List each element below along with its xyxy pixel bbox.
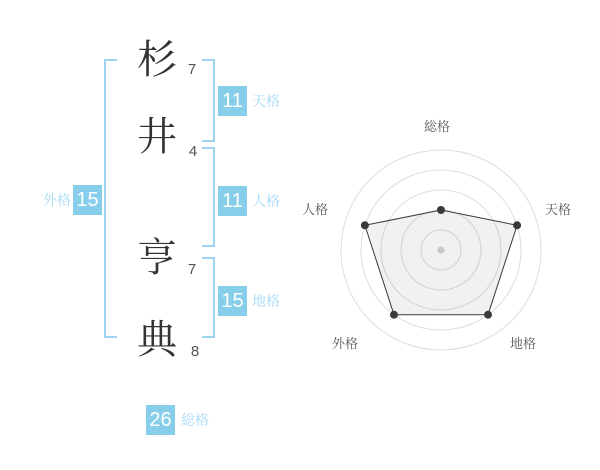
jinkaku-badge: 11 — [218, 186, 247, 216]
stroke-count-1: 7 — [187, 61, 197, 78]
radar-axis-chikaku: 地格 — [510, 336, 537, 351]
radar-chart — [331, 140, 551, 360]
jinkaku-bracket — [202, 147, 215, 247]
name-char-3: 亨 — [137, 236, 177, 280]
soukaku-label: 総格 — [181, 412, 209, 428]
stroke-count-3: 7 — [187, 261, 197, 278]
radar-axis-gaikaku: 外格 — [332, 336, 359, 351]
radar-axis-soukaku: 総格 — [424, 119, 451, 134]
chikaku-label: 地格 — [252, 293, 280, 309]
name-char-1: 杉 — [137, 38, 177, 82]
chikaku-badge: 15 — [218, 286, 247, 316]
radar-axis-tenkaku: 天格 — [545, 202, 572, 217]
gaikaku-badge: 15 — [73, 185, 102, 215]
stroke-count-2: 4 — [188, 143, 198, 160]
radar-axis-jinkaku: 人格 — [302, 202, 329, 217]
chikaku-bracket — [202, 257, 215, 338]
name-char-4: 典 — [137, 318, 177, 362]
name-char-2: 井 — [137, 115, 177, 159]
tenkaku-bracket — [202, 59, 215, 142]
tenkaku-label: 天格 — [252, 93, 280, 109]
tenkaku-badge: 11 — [218, 86, 247, 116]
jinkaku-label: 人格 — [252, 193, 280, 209]
soukaku-badge: 26 — [146, 405, 175, 435]
stroke-count-4: 8 — [190, 343, 200, 360]
gaikaku-label: 外格 — [43, 192, 71, 208]
gaikaku-bracket — [104, 59, 117, 338]
